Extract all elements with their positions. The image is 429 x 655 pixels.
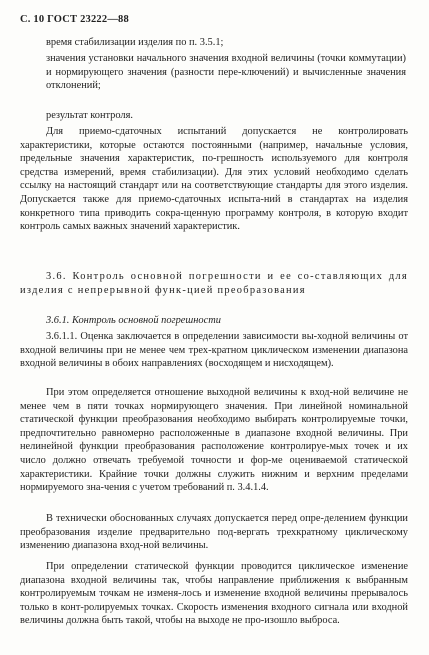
paragraph-stabilization-time: время стабилизации изделия по п. 3.5.1;: [46, 37, 224, 48]
paragraph-preliminary-cycling: В технически обоснованных случаях допускается перед опре-делением функции преобразования изделие предварительно под-вергать трехкратному циклическому изменению диапазона вход-ной величины.: [20, 513, 408, 552]
paragraph-control-result: результат контроля.: [46, 110, 133, 121]
subsection-heading-3-6-1: 3.6.1. Контроль основной погрешности: [46, 315, 221, 326]
page-header: С. 10 ГОСТ 23222—88: [20, 14, 129, 25]
paragraph-static-function: При определении статической функции проводится циклическое изменение диапазона входной величины так, чтобы направление приближения к выбранным контролируемым точкам не изменя-лось и изменение входной величины прерывалось только в конт-ролируемых точках. Скорость изменения входного сигнала или входной величины должна быть такой, чтобы на выходе не про-изошло выброса.: [20, 561, 408, 627]
paragraph-acceptance-tests: Для приемо-сдаточных испытаний допускается не контролировать характеристики, которые остаются постоянными (например, начальные условия, предельные значения характеристик, по-грешность используемого для контроля средства измерений, время стабилизации). Для этих условий необходимо сделать ссылку на настоящий стандарт или на соответствующие стандарты для этого изделия. Допускается также для приемо-сдаточных испыта-ний в стандартах на изделия конкретного типа приводить сокра-щенную программу контроля, в которую входит контроль самых важных значений характеристик.: [20, 126, 408, 233]
paragraph-3-6-1-1: 3.6.1.1. Оценка заключается в определении зависимости вы-ходной величины от входной величины при не менее чем трех-кратном циклическом изменении диапазона входной величины в обоих направлениях (восходящем и нисходящем).: [20, 331, 408, 370]
paragraph-initial-values: значения установки начального значения входной величины (точки коммутации) и нормирующего значения (разности пере-ключений) и вычисленные значения отклонений;: [46, 53, 406, 92]
section-heading-3-6: 3.6. Контроль основной погрешности и ее со-ставляющих для изделия с непрерывной функ-цией преобразования: [20, 271, 408, 296]
paragraph-ratio-determination: При этом определяется отношение выходной величины к вход-ной величине не менее чем в пяти точках нормирующего значения. При линейной номинальной статической функции преобразования необходимо выбирать контролируемые точки, предпочтительно равномерно расположенные в диапазоне входной величины. При нелинейной функции преобразования расположение контролируе-мых точек и их число должно отвечать требуемой точности и фор-ме оцениваемой статической характеристики. Крайние точки должны служить нижним и верхним пределами нормируемого зна-чения с учетом требований п. 3.4.1.4.: [20, 387, 408, 494]
